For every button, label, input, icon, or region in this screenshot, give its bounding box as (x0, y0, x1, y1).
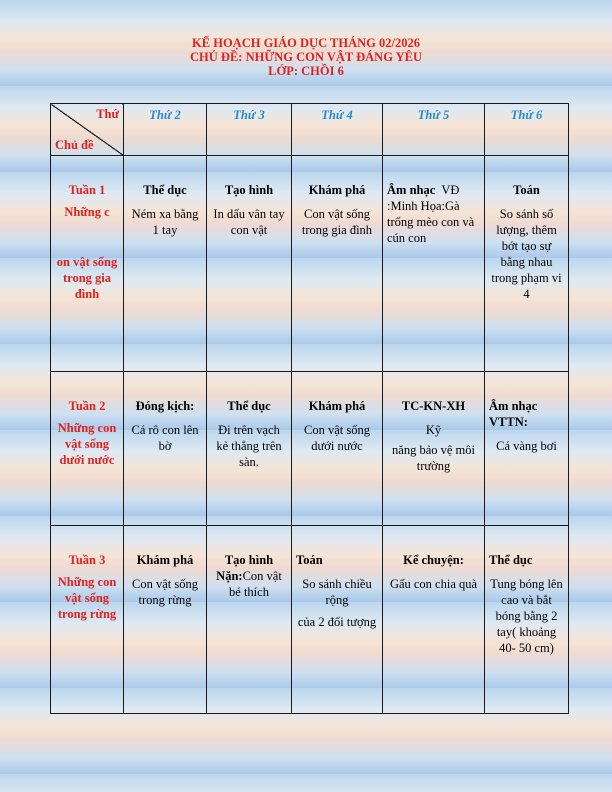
activity-cell (292, 156, 383, 372)
week-label: Tuần 2 (68, 399, 106, 413)
activity-cell (383, 526, 485, 714)
day-header-wed: Thứ 4 (292, 104, 383, 156)
activity-cell (383, 156, 485, 372)
activity-cell (383, 372, 485, 526)
activity-detail-cont: của 2 đối tượng (297, 615, 377, 629)
activity-detail: Tung bóng lên cao và bắt bóng bằng 2 tay( khoảng 40- 50 cm) (490, 577, 563, 655)
activity-subject: Toán (296, 553, 323, 567)
activity-subject: Khám phá (136, 553, 194, 567)
week-cell (51, 372, 124, 526)
week-cell (51, 526, 124, 714)
table-row (51, 372, 569, 526)
activity-cell (485, 156, 569, 372)
table-header-row (51, 104, 569, 156)
activity-detail: So sánh số lượng, thêm bớt tạo sự bằng nhau trong phạm vi 4 (491, 207, 562, 301)
activity-cell (124, 372, 207, 526)
activity-detail: Gấu con chia quà (389, 577, 478, 591)
day-header-mon: Thứ 2 (124, 104, 207, 156)
plan-header (0, 36, 612, 78)
activity-cell (485, 372, 569, 526)
activity-cell (485, 526, 569, 714)
activity-cell (207, 372, 292, 526)
activity-detail-cont: năng bảo vệ môi trường (392, 443, 475, 473)
activity-subject: Toán (513, 183, 540, 197)
plan-theme: CHỦ ĐỀ: NHỮNG CON VẬT ĐÁNG YÊU (190, 50, 422, 64)
week-topic-part1: Những c (64, 205, 110, 219)
activity-subject: Khám phá (308, 399, 366, 413)
activity-detail: Con vật sống trong rừng (132, 577, 198, 607)
activity-detail: In dấu vân tay con vật (213, 207, 285, 237)
activity-subject: Thể dục (227, 399, 271, 413)
activity-detail: Con vật sống dưới nước (304, 423, 370, 453)
table-row (51, 526, 569, 714)
activity-cell (207, 156, 292, 372)
activity-subject: Tạo hình (224, 183, 274, 197)
day-header-tue: Thứ 3 (207, 104, 292, 156)
day-header-fri: Thứ 6 (485, 104, 569, 156)
week-topic: Những con vật sống dưới nước (57, 421, 117, 467)
activity-subject: Kể chuyện: (403, 553, 464, 567)
corner-cell (51, 104, 124, 156)
corner-topic-label: Chủ đề (55, 138, 94, 152)
activity-subject: Đóng kịch: (135, 399, 195, 413)
activity-subject: Thể dục (489, 553, 533, 567)
activity-cell (124, 156, 207, 372)
activity-detail: Đi trên vạch kẻ thẳng trên sàn. (216, 423, 282, 469)
activity-cell (124, 526, 207, 714)
activity-detail: Ném xa bằng 1 tay (131, 207, 199, 237)
week-topic: Những con vật sống trong rừng (57, 575, 117, 621)
activity-subject: Tạo hình (224, 553, 274, 567)
activity-subject: Khám phá (308, 183, 366, 197)
activity-detail: Con vật bé thích (229, 569, 282, 599)
activity-subject: Âm nhạc (387, 183, 436, 197)
activity-cell (207, 526, 292, 714)
week-label: Tuần 3 (68, 553, 106, 567)
corner-day-label: Thứ (96, 107, 119, 121)
activity-detail: Cá vàng bơi (496, 439, 557, 453)
activity-subject: TC-KN-XH (401, 399, 466, 413)
plan-title: KẾ HOẠCH GIÁO DỤC THÁNG 02/2026 (192, 36, 420, 50)
activity-detail: Con vật sống trong gia đình (301, 207, 373, 237)
activity-cell (292, 372, 383, 526)
activity-detail: Kỹ (425, 423, 442, 437)
activity-subject: Âm nhạc VTTN: (489, 399, 538, 429)
activity-detail: Cá rô con lên bờ (131, 423, 199, 453)
week-label: Tuần 1 (68, 183, 106, 197)
week-cell (51, 156, 124, 372)
day-header-thu: Thứ 5 (383, 104, 485, 156)
activity-detail: VĐ :Minh Họa:Gà trống mèo con và cún con (387, 183, 475, 245)
lesson-plan-table (50, 103, 569, 714)
activity-cell (292, 526, 383, 714)
activity-subject: Thể dục (143, 183, 187, 197)
plan-class: LỚP: CHỒI 6 (268, 64, 344, 78)
week-topic-part2: on vật sống trong gia đình (56, 255, 118, 301)
activity-subject-cont: Nặn: (216, 569, 243, 583)
table-row (51, 156, 569, 372)
activity-detail: So sánh chiều rộng (302, 577, 372, 607)
